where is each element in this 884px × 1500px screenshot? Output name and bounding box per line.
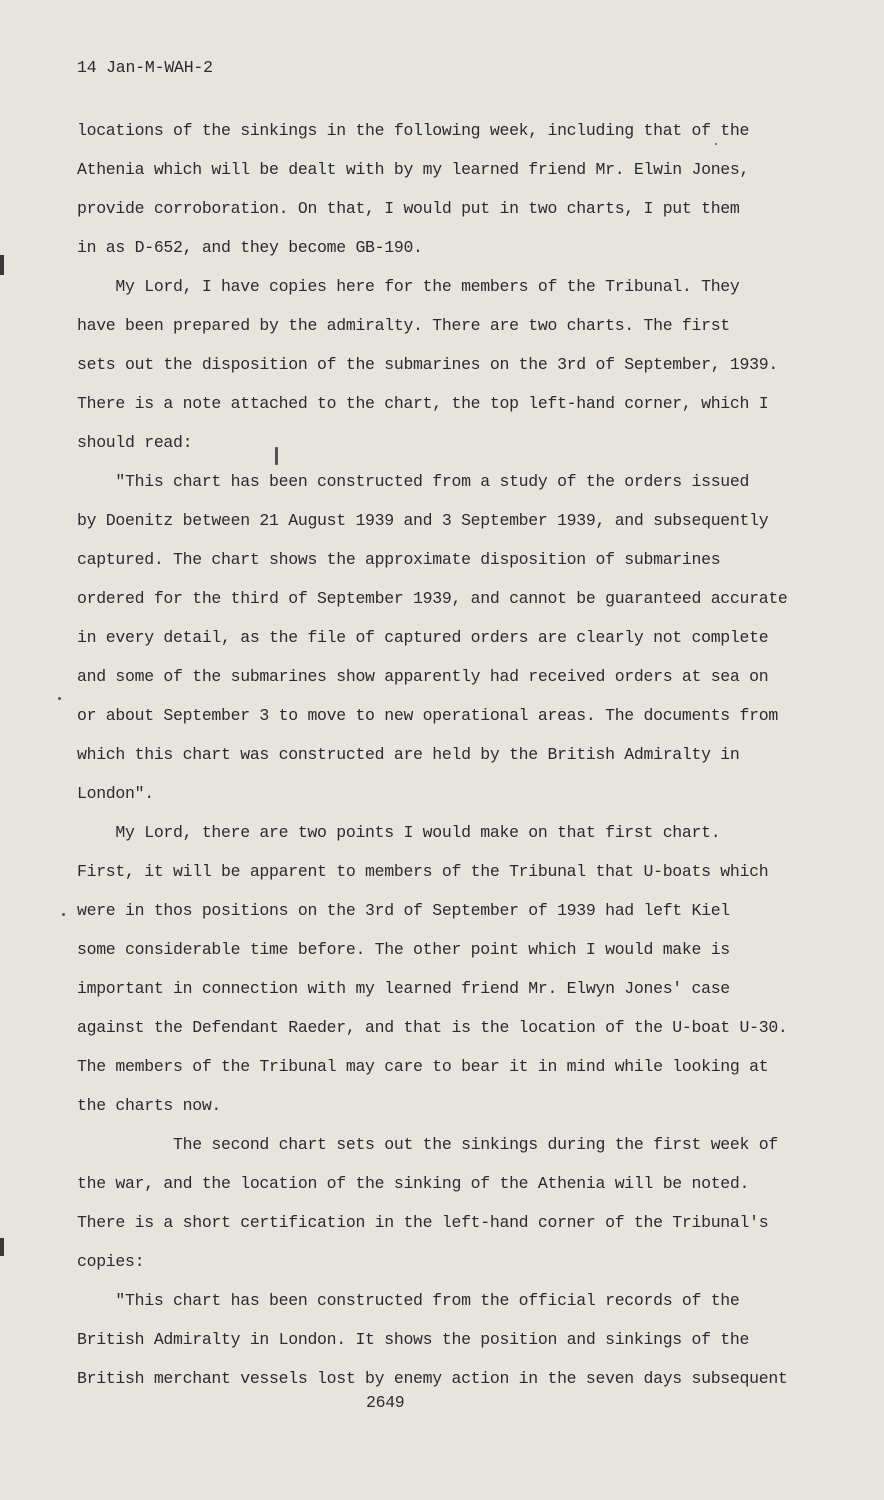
text-line: There is a note attached to the chart, the top left-hand corner, which I (77, 394, 769, 413)
text-line: some considerable time before. The other point which I would make is (77, 940, 730, 959)
text-line: First, it will be apparent to members of the Tribunal that U-boats which (77, 862, 769, 881)
text-line: the war, and the location of the sinking of the Athenia will be noted. (77, 1174, 750, 1193)
text-line: My Lord, I have copies here for the members of the Tribunal. They (77, 277, 740, 296)
text-line: London". (77, 784, 154, 803)
text-line: British merchant vessels lost by enemy action in the seven days subsequent (77, 1369, 788, 1388)
text-line: provide corroboration. On that, I would put in two charts, I put them (77, 199, 740, 218)
ink-speck (715, 143, 717, 145)
left-edge-mark (0, 255, 4, 275)
text-line: copies: (77, 1252, 145, 1271)
text-line: "This chart has been constructed from a study of the orders issued (77, 472, 750, 491)
text-line: My Lord, there are two points I would make on that first chart. (77, 823, 721, 842)
page-reference: 14 Jan-M-WAH-2 (77, 58, 213, 77)
text-line: "This chart has been constructed from the official records of the (77, 1291, 740, 1310)
text-line: the charts now. (77, 1096, 222, 1115)
text-line: important in connection with my learned friend Mr. Elwyn Jones' case (77, 979, 730, 998)
text-line: and some of the submarines show apparently had received orders at sea on (77, 667, 769, 686)
text-line: ordered for the third of September 1939, and cannot be guaranteed accurate (77, 589, 788, 608)
text-line: against the Defendant Raeder, and that is the location of the U-boat U-30. (77, 1018, 788, 1037)
text-line: in every detail, as the file of captured orders are clearly not complete (77, 628, 769, 647)
text-line: in as D-652, and they become GB-190. (77, 238, 423, 257)
text-line: sets out the disposition of the submarines on the 3rd of September, 1939. (77, 355, 778, 374)
text-line: The members of the Tribunal may care to bear it in mind while looking at (77, 1057, 769, 1076)
text-line: locations of the sinkings in the following week, including that of the (77, 121, 750, 140)
ink-speck (275, 447, 278, 465)
text-line: British Admiralty in London. It shows the position and sinkings of the (77, 1330, 750, 1349)
text-line: There is a short certification in the left-hand corner of the Tribunal's (77, 1213, 769, 1232)
text-line: which this chart was constructed are held by the British Admiralty in (77, 745, 740, 764)
ink-speck (62, 913, 65, 916)
page-number: 2649 (366, 1393, 405, 1412)
ink-speck (58, 697, 61, 700)
left-edge-mark (0, 1238, 4, 1256)
text-line: by Doenitz between 21 August 1939 and 3 September 1939, and subsequently (77, 511, 769, 530)
text-line: captured. The chart shows the approximate disposition of submarines (77, 550, 721, 569)
text-line: should read: (77, 433, 193, 452)
text-line: The second chart sets out the sinkings during the first week of (77, 1135, 778, 1154)
transcript-body (77, 111, 807, 1398)
text-line: Athenia which will be dealt with by my learned friend Mr. Elwin Jones, (77, 160, 750, 179)
text-line: have been prepared by the admiralty. There are two charts. The first (77, 316, 730, 335)
text-line: were in thos positions on the 3rd of September of 1939 had left Kiel (77, 901, 730, 920)
text-line: or about September 3 to move to new operational areas. The documents from (77, 706, 778, 725)
